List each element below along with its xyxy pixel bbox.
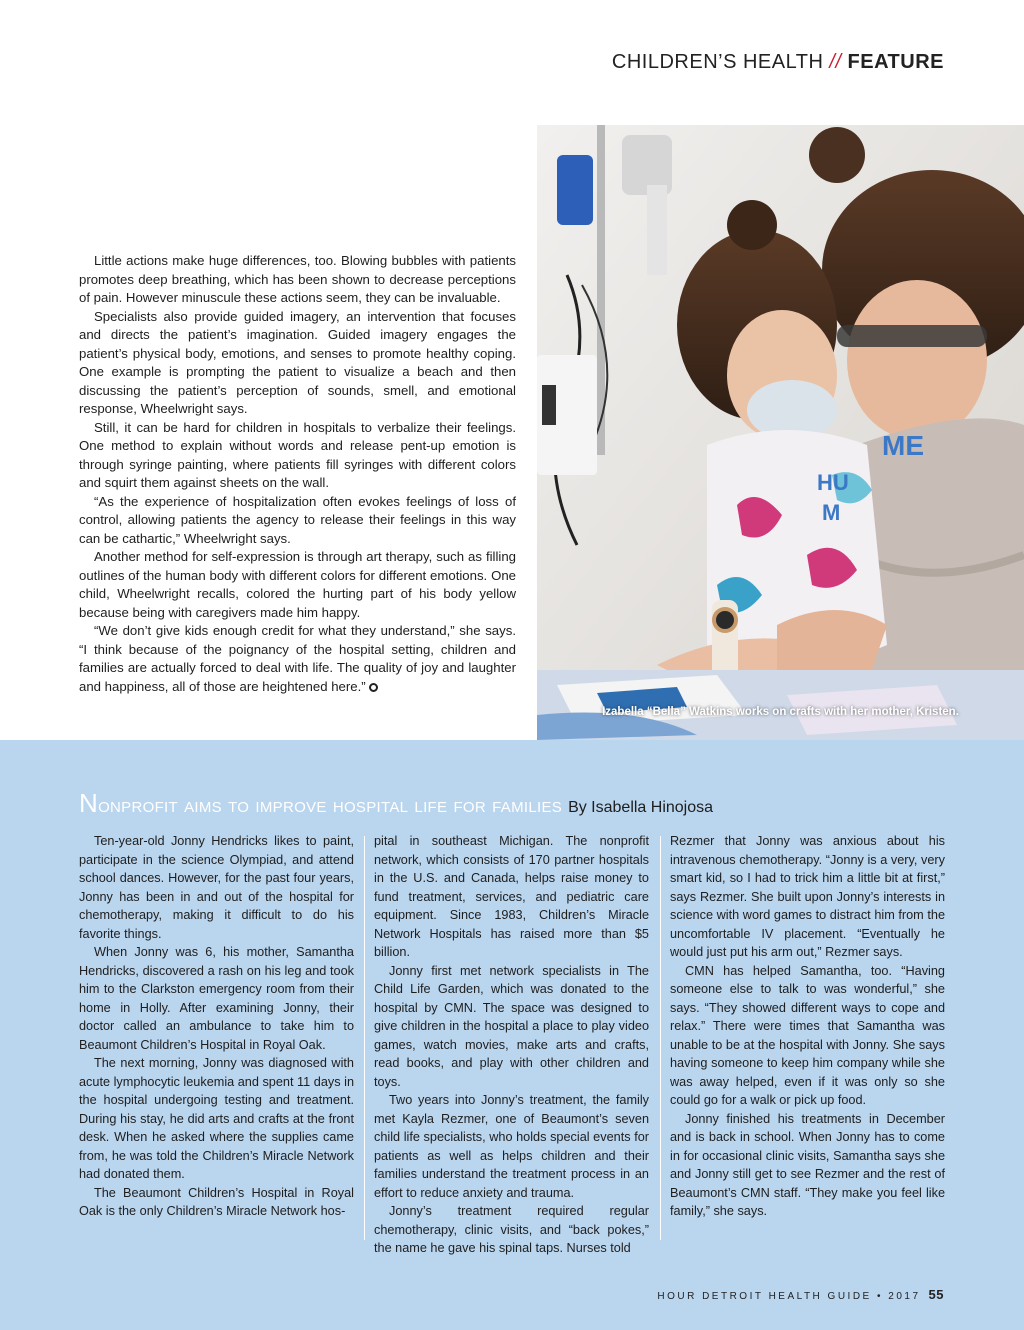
shirt-print-text: ME xyxy=(882,430,924,461)
section-name: CHILDREN’S HEALTH xyxy=(611,51,824,73)
intro-text xyxy=(79,252,516,696)
paragraph-text: “We don’t give kids enough credit for what they understand,” she says. “I think because of the poignancy of the hospital setting, children and families are actually forced to deal with life. The quality of joy and laughter and happiness, all of those are heightened here.” xyxy=(79,623,516,694)
paragraph: Specialists also provide guided imagery, an intervention that focuses and directs the patient’s imagination. Guided imagery engages the patient’s physical body, emotions, and senses to promote healthy coping. One example is prompting the patient to visualize a beach and then discussing the patient’s perception of sounds, smell, and emotional response, Wheelwright says. xyxy=(79,308,516,416)
article-column-2 xyxy=(374,832,649,1258)
running-header xyxy=(612,51,944,74)
feature-photo xyxy=(537,125,1024,740)
byline: By Isabella Hinojosa xyxy=(568,799,714,816)
paragraph: Ten-year-old Jonny Hendricks likes to paint, participate in the science Olympiad, and attend school dances. However, for the past four years, Jonny has been in and out of the hospital for chemotherapy, making it difficult to do his favorite things. xyxy=(79,834,354,941)
shirt-print-text: HU xyxy=(817,470,849,495)
paragraph: “As the experience of hospitalization often evokes feelings of loss of control, allowing patients the agency to release their feelings in this way can be cathartic,” Wheelwright says. xyxy=(79,493,516,546)
shirt-print-text: M xyxy=(822,500,841,525)
paragraph: Jonny’s treatment required regular chemotherapy, clinic visits, and “back pokes,” the name he gave his spinal taps. Nurses told xyxy=(374,1204,649,1255)
column-divider xyxy=(364,836,365,1240)
paragraph-continued: pital in southeast Michigan. The nonprofit network, which consists of 170 partner hospitals in the U.S. and Canada, helps raise money to fund treatment, services, and pediatric care equipment. Since 1983, Children’s Miracle Network Hospitals has raised more than $5 billion. xyxy=(374,834,649,959)
feature-label: FEATURE xyxy=(847,51,944,73)
paragraph: Jonny first met network specialists in The Child Life Garden, which was donated to the hospital by CMN. The space was designed to give children in the hospital a place to play video games, watch movies, make arts and crafts, read books, and play with other children and toys. xyxy=(374,963,649,1089)
end-mark-icon xyxy=(369,683,378,692)
paragraph-continued: Rezmer that Jonny was anxious about his intravenous chemotherapy. “Jonny is a very, very smart kid, so I had to trick him a little bit at first,” says Rezmer. She built upon Jonny’s interests in science with word games to distract him from the uncomfortable IV placement. “Eventually he would just put his arm out,” Rezmer says. xyxy=(670,834,945,959)
paragraph: The Beaumont Children’s Hospital in Royal Oak is the only Children’s Miracle Network hos- xyxy=(79,1185,354,1218)
paragraph: Still, it can be hard for children in hospitals to verbalize their feelings. One method to explain without words and release pent-up emotion is through syringe painting, where patients fill syringes with different colors and squirt them against sheets on the wall. xyxy=(79,419,516,490)
paragraph-last xyxy=(79,622,516,696)
paragraph: The next morning, Jonny was diagnosed with acute lymphocytic leukemia and spent 11 days in the hospital undergoing testing and treatment. During his stay, he did arts and crafts at the front desk. When he asked where the supplies came from, he was told the Children’s Miracle Network had donated them. xyxy=(79,1056,354,1181)
paragraph: Jonny finished his treatments in December and is back in school. When Jonny has to come in for occasional clinic visits, Samantha says she and Jonny still get to see Rezmer and the rest of Beaumont’s CMN staff. “They make you feel like family,” she says. xyxy=(670,1111,945,1218)
paragraph: Another method for self-expression is through art therapy, such as filling outlines of the human body with different colors for different emotions. One child, Wheelwright recalls, colored the hurting part of his body yellow because being with caregivers made him happy. xyxy=(79,549,516,620)
paragraph: When Jonny was 6, his mother, Samantha Hendricks, discovered a rash on his leg and took him to the Clarkston emergency room from their home in Holly. After examining Jonny, their doctor called an ambulance to take him to Beaumont Children’s Hospital in Royal Oak. xyxy=(79,945,354,1052)
page-number: 55 xyxy=(928,1287,944,1302)
article-headline xyxy=(79,788,959,819)
page-footer xyxy=(657,1287,944,1302)
column-divider xyxy=(660,836,661,1240)
article-title xyxy=(79,788,563,818)
title-initial: N xyxy=(79,788,99,818)
article-column-1 xyxy=(79,832,354,1221)
paragraph: Two years into Jonny’s treatment, the family met Kayla Rezmer, one of Beaumont’s seven child life specialists, who holds special events for patients as well as helps children and their families understand the treatment process in an effort to reduce anxiety and trauma. xyxy=(374,1093,649,1200)
header-separator: // xyxy=(829,51,842,73)
photo-caption: Izabella “Bella” Watkins works on crafts with her mother, Kristen. xyxy=(602,706,959,718)
photo-illustration xyxy=(537,125,1024,740)
article-column-3 xyxy=(670,832,945,1221)
publication-name: HOUR DETROIT HEALTH GUIDE • 2017 xyxy=(657,1291,921,1302)
title-rest: onprofit aims to improve hospital life for families xyxy=(98,794,563,817)
paragraph: Little actions make huge differences, too. Blowing bubbles with patients promotes deep breathing, which has been shown to decrease perceptions of pain. However minuscule these actions seem, they can be invaluable. xyxy=(79,253,516,305)
paragraph: CMN has helped Samantha, too. “Having someone else to talk to was wonderful,” she says. “They showed different ways to cope and relax.” There were times that Samantha was unable to be at the hospital with Jonny. She says having someone to keep him company while she was away helped, even if it was only so she could go for a walk or pick up food. xyxy=(670,963,945,1107)
